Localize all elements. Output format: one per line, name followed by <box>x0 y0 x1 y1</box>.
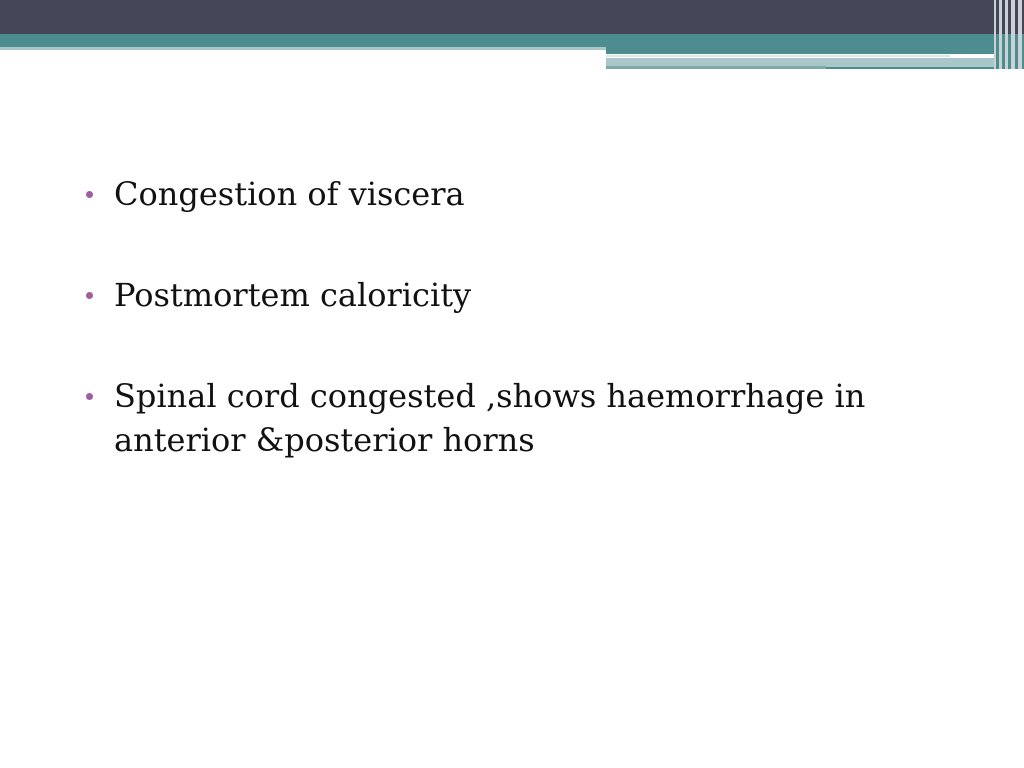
bullet-text: Spinal cord congested ,shows haemorrhage in anterior &posterior horns <box>114 377 866 459</box>
header-pinstripe <box>1005 0 1008 69</box>
header-stripe-pale <box>606 55 950 57</box>
header-stripe-mid <box>606 66 826 69</box>
header-pinstripe <box>994 0 996 69</box>
bullet-text: Congestion of viscera <box>114 175 465 213</box>
bullet-list <box>86 172 946 462</box>
header-band-teal <box>0 34 1024 47</box>
header-band-dark <box>0 0 1024 34</box>
slide-body <box>86 172 946 462</box>
header-pinstripe <box>999 0 1002 69</box>
header-pinstripe <box>1011 0 1015 69</box>
header-pinstripe <box>1018 0 1022 69</box>
header-band-light <box>0 47 606 50</box>
bullet-text: Postmortem caloricity <box>114 276 472 314</box>
list-item <box>86 172 946 216</box>
list-item <box>86 273 946 317</box>
list-item <box>86 374 946 462</box>
bullet-dot-icon <box>86 393 93 400</box>
bullet-dot-icon <box>86 191 93 198</box>
bullet-dot-icon <box>86 292 93 299</box>
